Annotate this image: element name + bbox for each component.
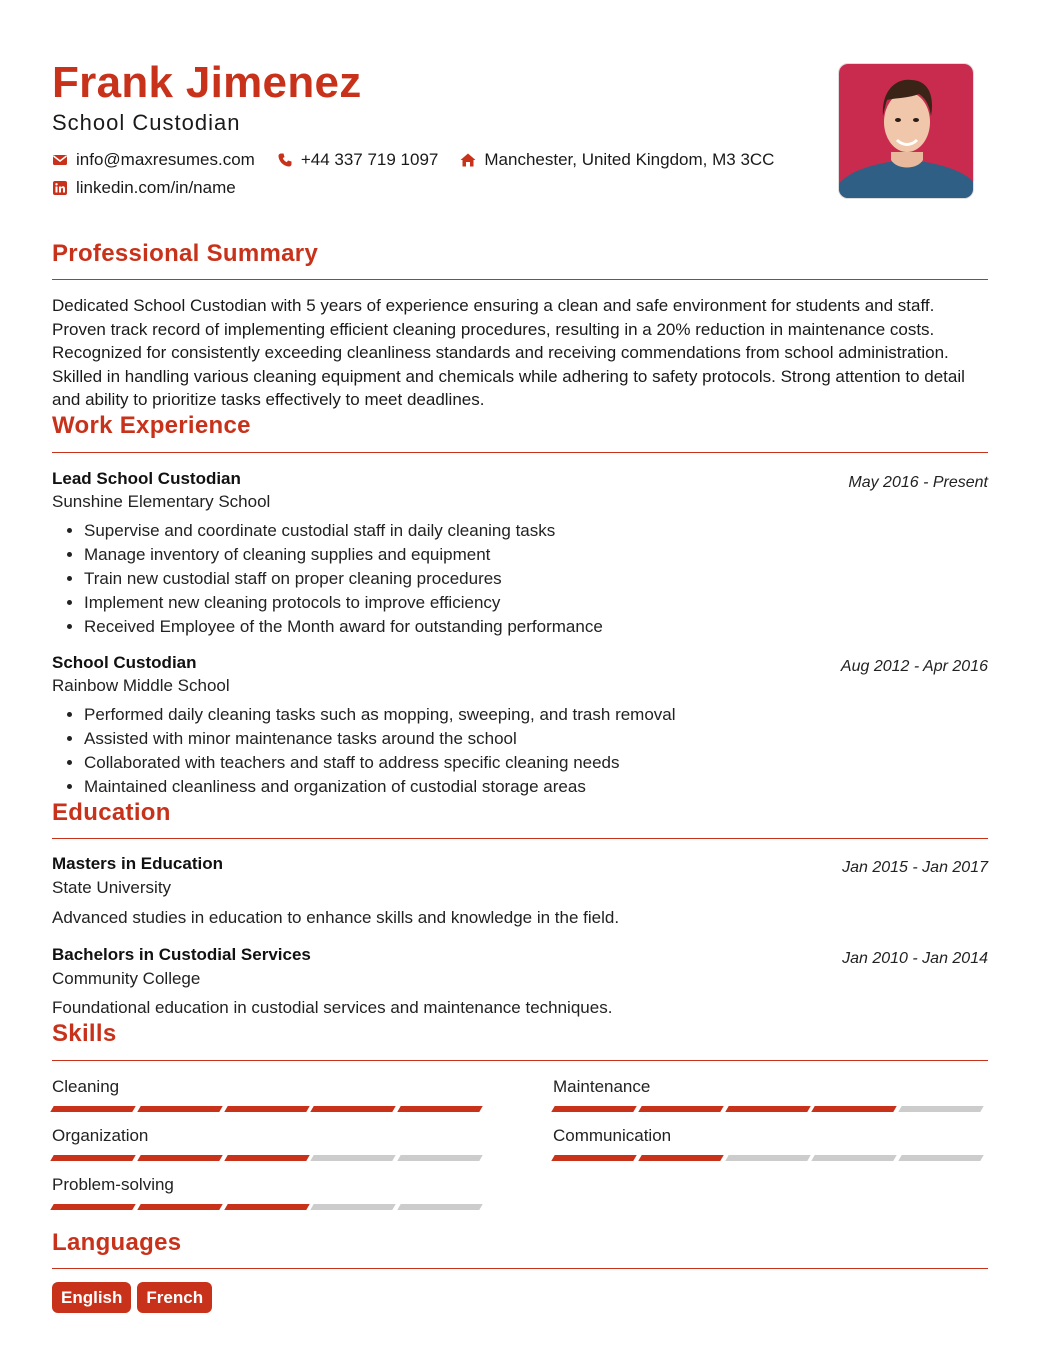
job-responsibilities <box>84 703 676 799</box>
address-text: Manchester, United Kingdom, M3 3CC <box>484 150 775 169</box>
skill-level-bar <box>52 1155 486 1161</box>
language-list <box>52 1282 218 1313</box>
skill-name: Organization <box>52 1126 149 1145</box>
list-item: • Received Employee of the Month award for outstanding performance <box>84 615 603 639</box>
skill-item <box>553 1126 987 1161</box>
skill-segment-empty <box>812 1155 898 1161</box>
list-item: • Performed daily cleaning tasks such as mopping, sweeping, and trash removal <box>84 703 676 727</box>
education-heading: Education <box>52 799 171 826</box>
job-date: May 2016 - Present <box>848 474 988 491</box>
skill-level-bar <box>52 1204 486 1210</box>
skill-segment-empty <box>311 1204 397 1210</box>
home-icon <box>460 152 476 168</box>
degree-school: State University <box>52 878 172 897</box>
education-divider <box>52 838 988 839</box>
list-item: • Assisted with minor maintenance tasks around the school <box>84 727 676 751</box>
skill-segment-filled <box>551 1106 637 1112</box>
skill-item <box>52 1126 486 1161</box>
degree-description: Advanced studies in education to enhance skills and knowledge in the field. <box>52 908 620 927</box>
skill-level-bar <box>553 1155 987 1161</box>
summary-text: Dedicated School Custodian with 5 years of experience ensuring a clean and safe environment for students and staff. Proven track record of implementing efficient cleaning procedures, resulting in a 20% reduction in maintenance costs. Recognized for consistently exceeding cleanliness standards and receiving commendations from school administration. Skilled in handling various cleaning equipment and chemicals while adhering to safety protocols. Strong attention to detail and ability to prioritize tasks effectively to meet deadlines. <box>52 296 965 410</box>
degree-date: Jan 2010 - Jan 2014 <box>842 950 988 967</box>
skill-segment-filled <box>638 1155 724 1161</box>
language-badge: English <box>52 1282 131 1313</box>
skill-segment-empty <box>898 1155 984 1161</box>
contact-linkedin[interactable] <box>52 178 236 198</box>
skill-segment-filled <box>50 1155 136 1161</box>
list-item: • Collaborated with teachers and staff to address specific cleaning needs <box>84 751 676 775</box>
list-item: • Supervise and coordinate custodial staff in daily cleaning tasks <box>84 519 603 543</box>
skill-level-bar <box>52 1106 486 1112</box>
contact-row-secondary <box>52 178 258 198</box>
skill-name: Cleaning <box>52 1077 120 1096</box>
contact-email[interactable] <box>52 150 255 170</box>
envelope-icon <box>52 152 68 168</box>
skill-segment-filled <box>137 1106 223 1112</box>
skill-segment-filled <box>551 1155 637 1161</box>
summary-divider <box>52 279 988 280</box>
skill-segment-empty <box>397 1155 483 1161</box>
phone-icon <box>277 152 293 168</box>
skill-segment-filled <box>224 1155 310 1161</box>
job-company: Sunshine Elementary School <box>52 492 271 511</box>
skill-segment-filled <box>224 1204 310 1210</box>
profile-photo <box>838 63 974 199</box>
skill-level-bar <box>553 1106 987 1112</box>
skill-segment-filled <box>137 1204 223 1210</box>
degree-title: Masters in Education <box>52 854 223 873</box>
candidate-name: Frank Jimenez <box>52 58 362 107</box>
skill-segment-filled <box>397 1106 483 1112</box>
experience-divider <box>52 452 988 453</box>
job-title: School Custodian <box>52 653 197 672</box>
list-item: • Manage inventory of cleaning supplies and equipment <box>84 543 603 567</box>
skills-heading: Skills <box>52 1020 117 1047</box>
languages-divider <box>52 1268 988 1269</box>
language-badge: French <box>137 1282 212 1313</box>
list-item: • Train new custodial staff on proper cleaning procedures <box>84 567 603 591</box>
skill-segment-filled <box>638 1106 724 1112</box>
job-date: Aug 2012 - Apr 2016 <box>840 658 988 675</box>
degree-title: Bachelors in Custodial Services <box>52 945 311 964</box>
phone-text: +44 337 719 1097 <box>300 150 439 169</box>
skill-item <box>52 1077 486 1112</box>
contact-address <box>460 150 774 170</box>
skill-segment-empty <box>898 1106 984 1112</box>
experience-heading: Work Experience <box>52 412 251 439</box>
contact-row-primary <box>52 150 796 170</box>
skill-name: Problem-solving <box>52 1175 174 1194</box>
skill-segment-filled <box>725 1106 811 1112</box>
linkedin-icon <box>52 180 68 196</box>
job-title: Lead School Custodian <box>52 469 241 488</box>
skill-segment-filled <box>50 1204 136 1210</box>
skills-divider <box>52 1060 988 1061</box>
linkedin-text: linkedin.com/in/name <box>76 178 236 197</box>
degree-date: Jan 2015 - Jan 2017 <box>842 859 988 876</box>
skill-segment-filled <box>812 1106 898 1112</box>
candidate-title: School Custodian <box>52 110 241 135</box>
skill-segment-filled <box>137 1155 223 1161</box>
skill-segment-empty <box>311 1155 397 1161</box>
list-item: • Maintained cleanliness and organization of custodial storage areas <box>84 775 676 799</box>
degree-description: Foundational education in custodial services and maintenance techniques. <box>52 998 613 1017</box>
job-company: Rainbow Middle School <box>52 676 230 695</box>
skill-segment-filled <box>224 1106 310 1112</box>
summary-heading: Professional Summary <box>52 240 319 267</box>
skill-name: Communication <box>553 1126 672 1145</box>
degree-school: Community College <box>52 969 201 988</box>
list-item: • Implement new cleaning protocols to improve efficiency <box>84 591 603 615</box>
skill-segment-filled <box>311 1106 397 1112</box>
contact-phone[interactable] <box>277 150 439 170</box>
skill-name: Maintenance <box>553 1077 651 1096</box>
email-text: info@maxresumes.com <box>76 150 255 169</box>
skill-item <box>52 1175 486 1210</box>
job-responsibilities <box>84 519 603 639</box>
skill-segment-empty <box>397 1204 483 1210</box>
languages-heading: Languages <box>52 1229 182 1256</box>
skill-segment-empty <box>725 1155 811 1161</box>
skill-segment-filled <box>50 1106 136 1112</box>
skill-item <box>553 1077 987 1112</box>
